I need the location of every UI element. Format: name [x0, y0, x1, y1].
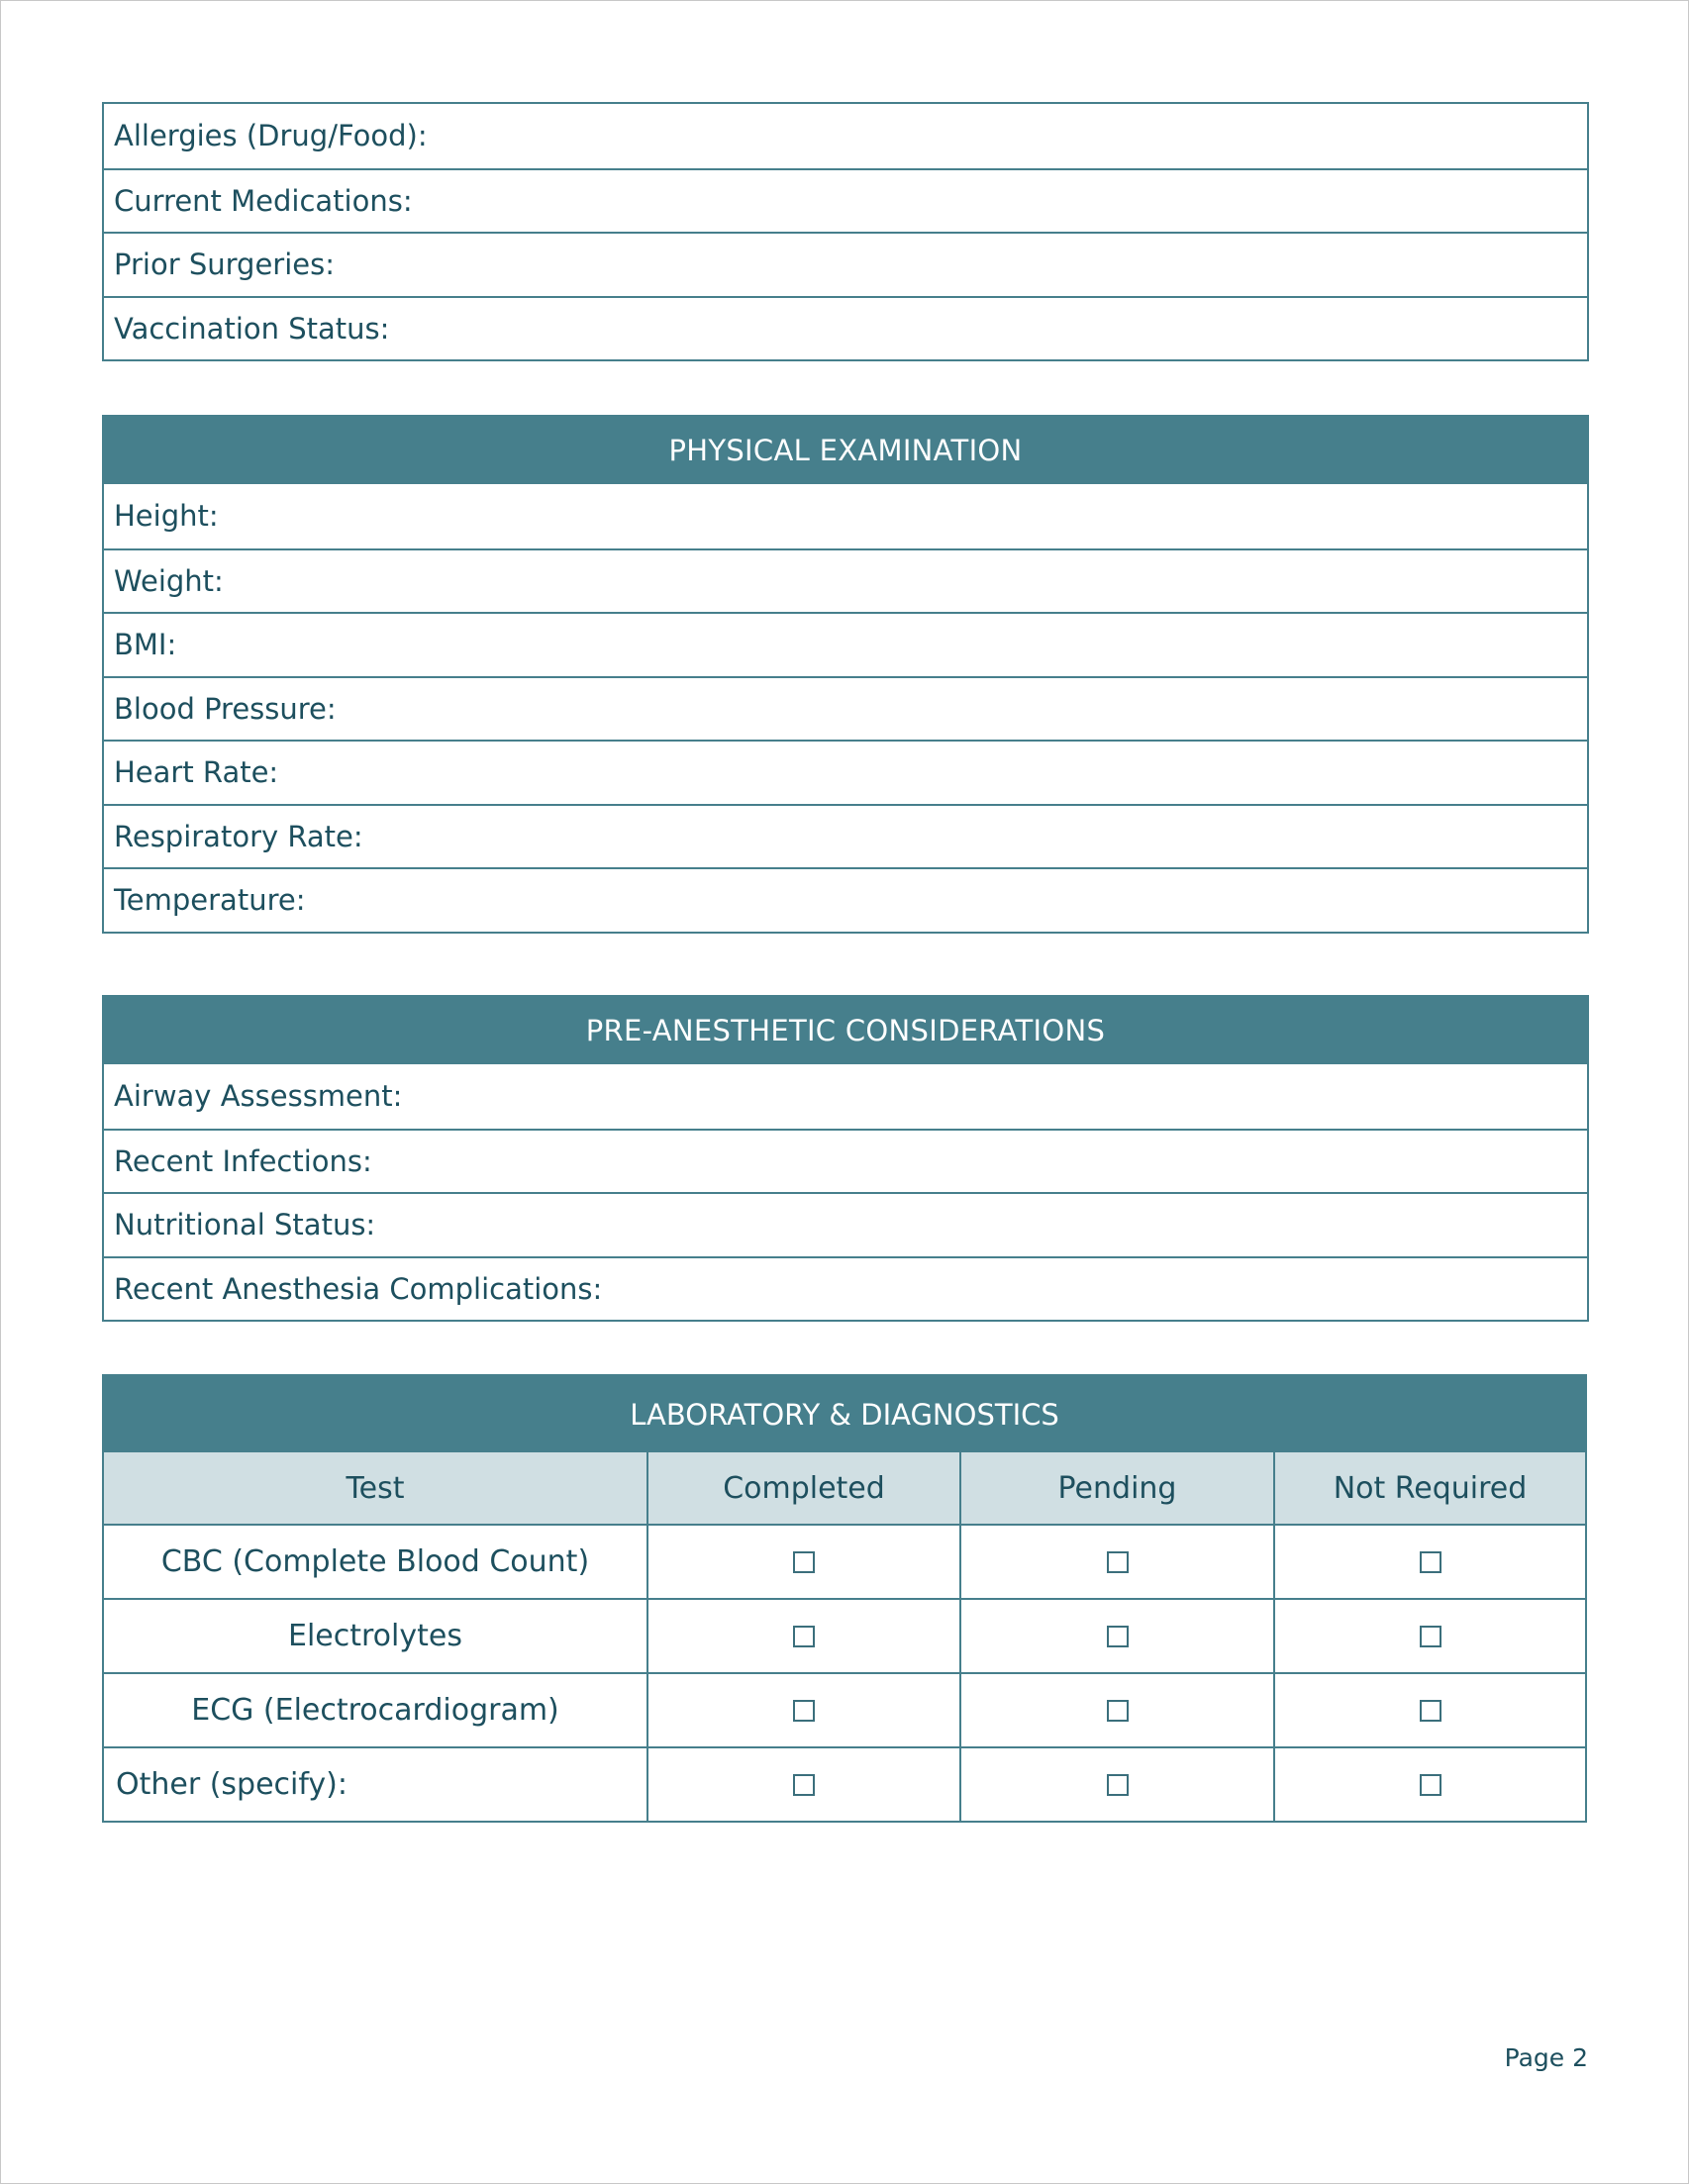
field-recent-infections[interactable] — [104, 1129, 1587, 1193]
lab-cell-not-required — [1273, 1674, 1585, 1746]
field-label: Vaccination Status: — [114, 311, 390, 346]
field-label: Blood Pressure: — [114, 691, 337, 726]
field-label: Prior Surgeries: — [114, 248, 335, 282]
lab-row-ecg — [104, 1672, 1585, 1746]
lab-cell-pending — [959, 1748, 1273, 1821]
field-label: Heart Rate: — [114, 755, 279, 790]
lab-row-other — [104, 1746, 1585, 1821]
checkbox-cbc-not-required[interactable] — [1420, 1551, 1441, 1573]
field-recent-anesthesia-complications[interactable] — [104, 1256, 1587, 1321]
checkbox-electrolytes-not-required[interactable] — [1420, 1626, 1441, 1647]
checkbox-cbc-completed[interactable] — [793, 1551, 815, 1573]
lab-cell-pending — [959, 1674, 1273, 1746]
lab-cell-not-required — [1273, 1526, 1585, 1598]
field-label: Respiratory Rate: — [114, 819, 363, 853]
field-height[interactable] — [104, 484, 1587, 548]
section-title-physical-exam: PHYSICAL EXAMINATION — [104, 417, 1587, 484]
lab-cell-not-required — [1273, 1600, 1585, 1672]
field-vaccination-status[interactable] — [104, 296, 1587, 360]
field-label: Height: — [114, 499, 219, 534]
checkbox-ecg-completed[interactable] — [793, 1700, 815, 1722]
field-label: Recent Infections: — [114, 1143, 372, 1178]
pre-anesthetic-table — [102, 995, 1589, 1322]
column-header-not-required: Not Required — [1273, 1452, 1585, 1524]
lab-cell-completed — [646, 1600, 959, 1672]
column-header-completed: Completed — [646, 1452, 959, 1524]
field-current-medications[interactable] — [104, 168, 1587, 233]
lab-row-electrolytes — [104, 1598, 1585, 1672]
field-airway-assessment[interactable] — [104, 1064, 1587, 1129]
field-prior-surgeries[interactable] — [104, 232, 1587, 296]
field-weight[interactable] — [104, 548, 1587, 613]
checkbox-other-pending[interactable] — [1107, 1774, 1129, 1796]
field-label: Recent Anesthesia Complications: — [114, 1271, 603, 1306]
history-table — [102, 102, 1589, 361]
field-heart-rate[interactable] — [104, 740, 1587, 804]
field-allergies[interactable] — [104, 104, 1587, 168]
field-label: Airway Assessment: — [114, 1079, 403, 1114]
lab-test-name: CBC (Complete Blood Count) — [160, 1544, 590, 1579]
lab-test-name: Electrolytes — [288, 1619, 462, 1653]
checkbox-other-not-required[interactable] — [1420, 1774, 1441, 1796]
field-temperature[interactable] — [104, 867, 1587, 932]
lab-test-name: ECG (Electrocardiogram) — [191, 1693, 559, 1728]
checkbox-cbc-pending[interactable] — [1107, 1551, 1129, 1573]
field-label: Allergies (Drug/Food): — [114, 119, 428, 153]
lab-cell-completed — [646, 1526, 959, 1598]
lab-cell-not-required — [1273, 1748, 1585, 1821]
field-label: BMI: — [114, 628, 177, 662]
field-blood-pressure[interactable] — [104, 676, 1587, 741]
lab-row-cbc — [104, 1524, 1585, 1598]
lab-cell-completed — [646, 1674, 959, 1746]
checkbox-electrolytes-pending[interactable] — [1107, 1626, 1129, 1647]
checkbox-other-completed[interactable] — [793, 1774, 815, 1796]
lab-test-name[interactable]: Other (specify): — [116, 1767, 348, 1802]
field-bmi[interactable] — [104, 612, 1587, 676]
physical-exam-table — [102, 415, 1589, 934]
lab-cell-pending — [959, 1600, 1273, 1672]
lab-table — [102, 1374, 1587, 1823]
field-respiratory-rate[interactable] — [104, 804, 1587, 868]
lab-column-headers — [104, 1452, 1585, 1524]
field-label: Nutritional Status: — [114, 1208, 376, 1242]
section-title-pre-anesthetic: PRE-ANESTHETIC CONSIDERATIONS — [104, 997, 1587, 1064]
lab-cell-completed — [646, 1748, 959, 1821]
page-number: Page 2 — [1504, 2043, 1588, 2072]
section-title-lab: LABORATORY & DIAGNOSTICS — [104, 1376, 1585, 1452]
lab-cell-pending — [959, 1526, 1273, 1598]
field-nutritional-status[interactable] — [104, 1192, 1587, 1256]
column-header-pending: Pending — [959, 1452, 1273, 1524]
column-header-test: Test — [346, 1470, 405, 1506]
checkbox-ecg-not-required[interactable] — [1420, 1700, 1441, 1722]
checkbox-electrolytes-completed[interactable] — [793, 1626, 815, 1647]
checkbox-ecg-pending[interactable] — [1107, 1700, 1129, 1722]
field-label: Weight: — [114, 563, 224, 598]
field-label: Temperature: — [114, 883, 306, 918]
field-label: Current Medications: — [114, 183, 413, 218]
